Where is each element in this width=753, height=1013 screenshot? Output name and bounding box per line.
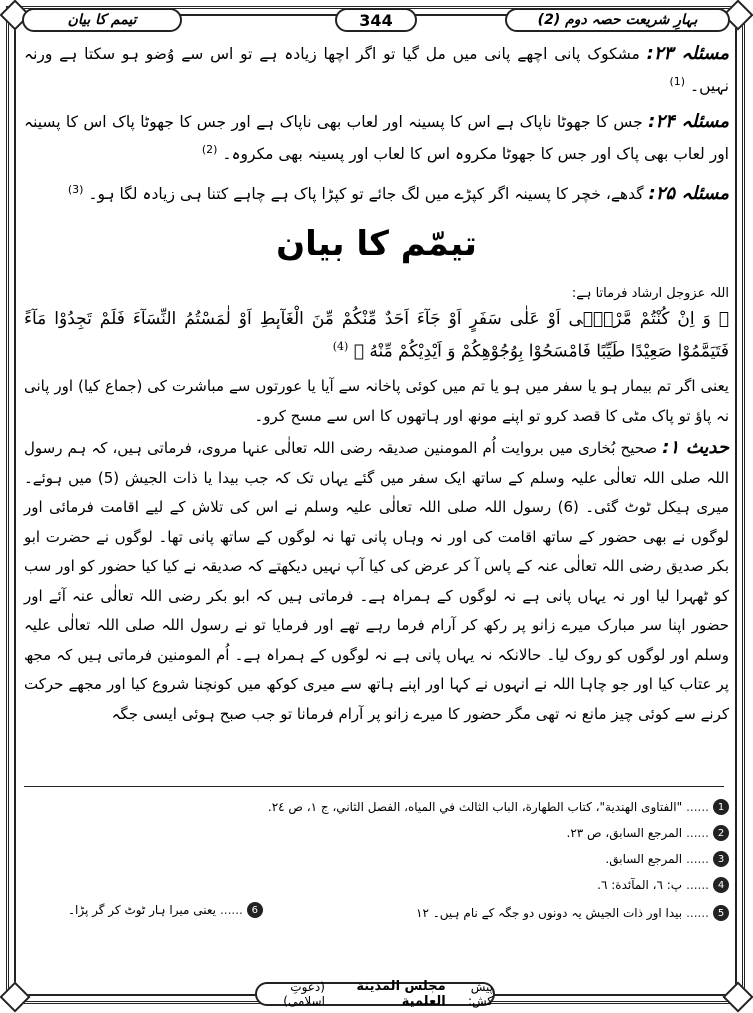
intro-line: اللہ عزوجل ارشاد فرماتا ہے: — [571, 286, 729, 302]
hadith-text: صحیح بُخاری میں بروایت اُم المومنین صدیقہ رضی اللہ تعالٰی عنہا مروی، فرماتی ہیں، کہ ہم رسول اللہ صلی اللہ تعالٰی علیہ وسلم کے ساتھ ایک سفر میں گئے یہاں تک کہ جب بیدا یا ذات الجیش (5) میں ہوئے۔ میری ہیکل ٹوٹ گئی۔ (6) رسول اللہ صلی اللہ تعالٰی علیہ وسلم نے اس کی تلاش کے لیے اقامت فرمائی اور لوگوں نے بھی حضور کے ساتھ اقامت کی اور نہ وہاں پانی تھا نہ لوگوں کے ساتھ پانی تھا۔ لوگوں نے حضرت ابو بکر صدیق رضی اللہ تعالٰی عنہ کے پاس آ کر عرض کی کیا آپ نہیں دیکھتے کہ صدیقہ نے کیا کیا حضور کو اور سب کو ٹھہرا لیا اور نہ یہاں پانی ہے نہ لوگوں کے ہمراہ ہے۔ فرماتی ہیں کہ ابو بکر رضی اللہ تعالٰی عنہ آئے اور حضور اپنا سر مبارک میرے زانو پر رکھ کر آرام فرما رہے تھے اور فرمایا تو نے رسول اللہ صلی اللہ تعالٰی علیہ وسلم اور لوگوں کو روک لیا۔ حالانکہ نہ یہاں پانی ہے نہ لوگوں کے ہمراہ ہے۔ اُم المومنین فرماتی ہیں کہ مجھ پر عتاب کیا اور جو چاہا اللہ نے انہوں نے کہا اور اپنے ہاتھ سے میری کوکھ میں کونچنا شروع کیا اور مجھے حرکت کرنے سے کوئی چیز مانع نہ تھی مگر حضور کا میرے زانو پر آرام فرمانا تو جب صبح ہوئی ایسی جگہ — [24, 439, 729, 723]
ayah-text: ﴿ وَ اِنْ كُنْتُمْ مَّرْضٰۤى اَوْ عَلٰى سَفَرٍ اَوْ جَآءَ اَحَدٌ مِّنْكُمْ مِّنَ الْغَآىٕطِ اَوْ لٰمَسْتُمُ النِّسَآءَ فَلَمْ تَجِدُوْا مَآءً فَتَيَمَّمُوْا صَعِيْدًا طَيِّبًا فَامْسَحُوْا بِوُجُوْهِكُمْ وَ اَيْدِيْكُمْ مِّنْهُ ﴾ — [24, 309, 729, 363]
footnote-number: 4 — [713, 877, 729, 893]
footnote-leader: ...... — [686, 906, 709, 920]
masala-text: جس کا جھوٹا ناپاک ہے اس کا پسینہ اور لعاب بھی ناپاک ہے اور جس کا جھوٹا پاک اس کا پسینہ اور لعاب بھی پاک اور جس کا جھوٹا مکروہ اس کا لعاب اور پسینہ بھی مکروہ۔ — [24, 113, 729, 164]
footnote-leader: ...... — [686, 878, 709, 892]
footnote-leader: ...... — [686, 852, 709, 866]
publisher-name: مجلس المدينة العلمية — [356, 979, 446, 1009]
footnote-number: 5 — [713, 905, 729, 921]
chapter-label: تیمم کا بیان — [22, 8, 182, 32]
footnote-text: پ: ٦، المآئدة: ٦. — [597, 878, 683, 892]
footnote-leader: ...... — [686, 800, 709, 814]
footnote-text: یعنی میرا ہار ٹوٹ کر گر پڑا۔ — [68, 903, 216, 917]
footnote-2 — [24, 822, 729, 844]
hadith-label: حدیث ۱: — [662, 437, 729, 459]
page-footer — [0, 979, 753, 1009]
masala-24 — [24, 108, 729, 168]
footnote-number: 6 — [247, 902, 263, 918]
footnote-divider — [24, 786, 724, 787]
footnote-number: 2 — [713, 825, 729, 841]
footnote-4 — [24, 874, 729, 896]
masala-label: مسئلہ ۲۵: — [648, 183, 729, 205]
footnote-text: المرجع السابق. — [605, 852, 683, 866]
masala-text: مشکوک پانی اچھے پانی میں مل گیا تو اگر اچھا زیادہ ہے تو اس سے وُضو ہو سکتا ہے ورنہ نہیں۔ — [24, 45, 729, 96]
masala-text: گدھے، خچر کا پسینہ اگر کپڑے میں لگ جائے تو کپڑا پاک ہے چاہے کتنا ہی زیادہ لگا ہو۔ — [88, 185, 644, 204]
footnote-6 — [68, 902, 263, 918]
masala-label: مسئلہ ۲۳: — [646, 43, 729, 64]
footnote-text: بیدا اور ذات الجیش یہ دونوں دو جگہ کے نام ہیں۔ ۱۲ — [416, 906, 683, 920]
footnote-ref: (4) — [332, 340, 349, 354]
page-content — [24, 40, 729, 731]
hadith-1 — [24, 433, 729, 729]
publisher-org: (دعوتِ اسلامی) — [283, 980, 325, 1008]
footnote-1 — [24, 796, 729, 818]
footnote-leader: ...... — [686, 826, 709, 840]
footnote-3 — [24, 848, 729, 870]
footnote-text: "الفتاوى الهندية"، كتاب الطهارة، الباب الثالث في المياه، الفصل الثاني، ج ١، ص ٢٤. — [267, 800, 683, 814]
masala-25 — [24, 176, 729, 208]
publisher-prefix: پیش کش: — [467, 980, 493, 1008]
masala-23 — [24, 40, 729, 100]
footnote-ref: (1) — [669, 75, 686, 88]
page-header — [0, 2, 753, 32]
footnote-text: المرجع السابق، ص ٢٣. — [566, 826, 683, 840]
ayah-translation: یعنی اگر تم بیمار ہو یا سفر میں ہو یا تم میں کوئی پاخانہ سے آیا یا عورتوں سے مباشرت کی (جماع کیا) اور پانی نہ پاؤ تو پاک مٹی کا قصد کرو تو اپنے مونھ اور ہاتھوں کا اس سے مسح کرو۔ — [24, 377, 729, 425]
chapter-title: تیمّم کا بیان — [276, 224, 477, 265]
footnote-row-5-6 — [24, 902, 729, 924]
book-section-label: بہارِ شریعت حصہ دوم (2) — [505, 8, 730, 32]
page-number: 344 — [335, 8, 417, 32]
masala-label: مسئلہ ۲۴: — [648, 111, 730, 133]
footnote-ref: (3) — [67, 183, 84, 197]
publisher-badge — [255, 979, 495, 1009]
footnote-leader: ...... — [219, 903, 243, 917]
footnote-number: 3 — [713, 851, 729, 867]
footnote-number: 1 — [713, 799, 729, 815]
footnote-ref: (2) — [201, 143, 218, 157]
quran-ayah — [24, 305, 729, 366]
